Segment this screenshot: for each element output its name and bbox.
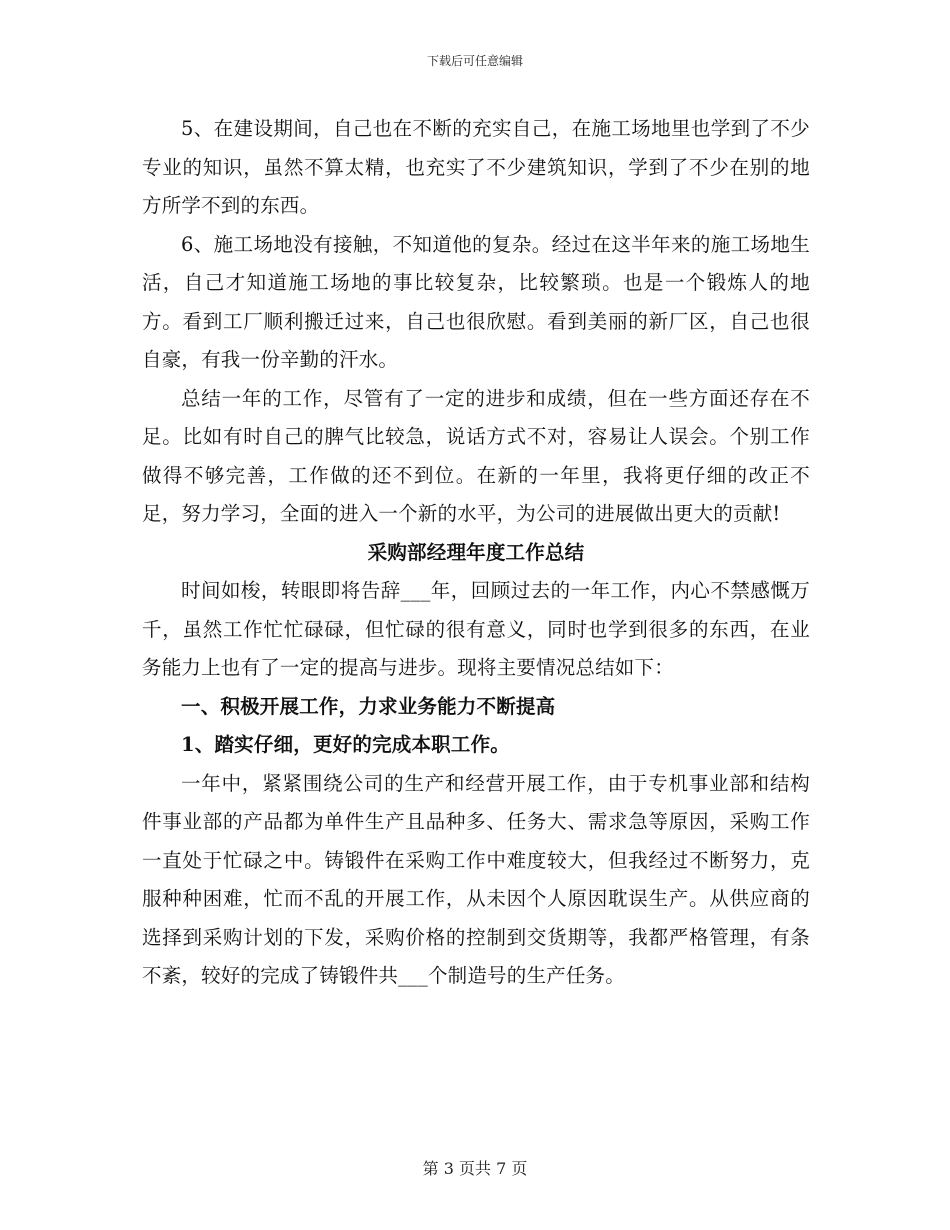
subheading-1: 1、踏实仔细，更好的完成本职工作。 bbox=[181, 733, 510, 756]
paragraph-summary: 总结一年的工作，尽管有了一定的进步和成绩，但在一些方面还存在不足。比如有时自己的脾气比较急，说话方式不对，容易让人误会。个别工作做得不够完善，工作做的还不到位。在新的一年里，我将更仔细的改正不足，努力学习，全面的进入一个新的水平，为公司的进展做出更大的贡献! bbox=[142, 386, 810, 525]
paragraph-item-6: 6、施工场地没有接触，不知道他的复杂。经过在这半年来的施工场地生活，自己才知道施工场地的事比较复杂，比较繁琐。也是一个锻炼人的地方。看到工厂顺利搬迁过来，自己也很欣慰。看到美丽的新厂区，自己也很自豪，有我一份辛勤的汗水。 bbox=[142, 232, 810, 371]
section-title: 采购部经理年度工作总结 bbox=[367, 540, 585, 564]
section-heading-1: 一、积极开展工作，力求业务能力不断提高 bbox=[181, 694, 556, 718]
paragraph-body-1: 一年中，紧紧围绕公司的生产和经营开展工作，由于专机事业部和结构件事业部的产品都为单件生产且品种多、任务大、需求急等原因，采购工作一直处于忙碌之中。铸锻件在采购工作中难度较大，但我经过不断努力，克服种种困难，忙而不乱的开展工作，从未因个人原因耽误生产。从供应商的选择到采购计划的下发，采购价格的控制到交货期等，我都严格管理，有条不紊，较好的完成了铸锻件共___个制造号的生产任务。 bbox=[142, 771, 810, 987]
paragraph-intro: 时间如梭，转眼即将告辞___年，回顾过去的一年工作，内心不禁感慨万千，虽然工作忙忙碌碌，但忙碌的很有意义，同时也学到很多的东西，在业务能力上也有了一定的提高与进步。现将主要情况总结如下： bbox=[142, 579, 810, 679]
paragraph-item-5: 5、在建设期间，自己也在不断的充实自己，在施工场地里也学到了不少专业的知识，虽然不算太精，也充实了不少建筑知识，学到了不少在别的地方所学不到的东西。 bbox=[142, 117, 810, 217]
document-body bbox=[142, 110, 810, 996]
page-header: 下载后可任意编辑 bbox=[426, 54, 523, 68]
page-number: 第 3 页共 7 页 bbox=[422, 1159, 528, 1178]
